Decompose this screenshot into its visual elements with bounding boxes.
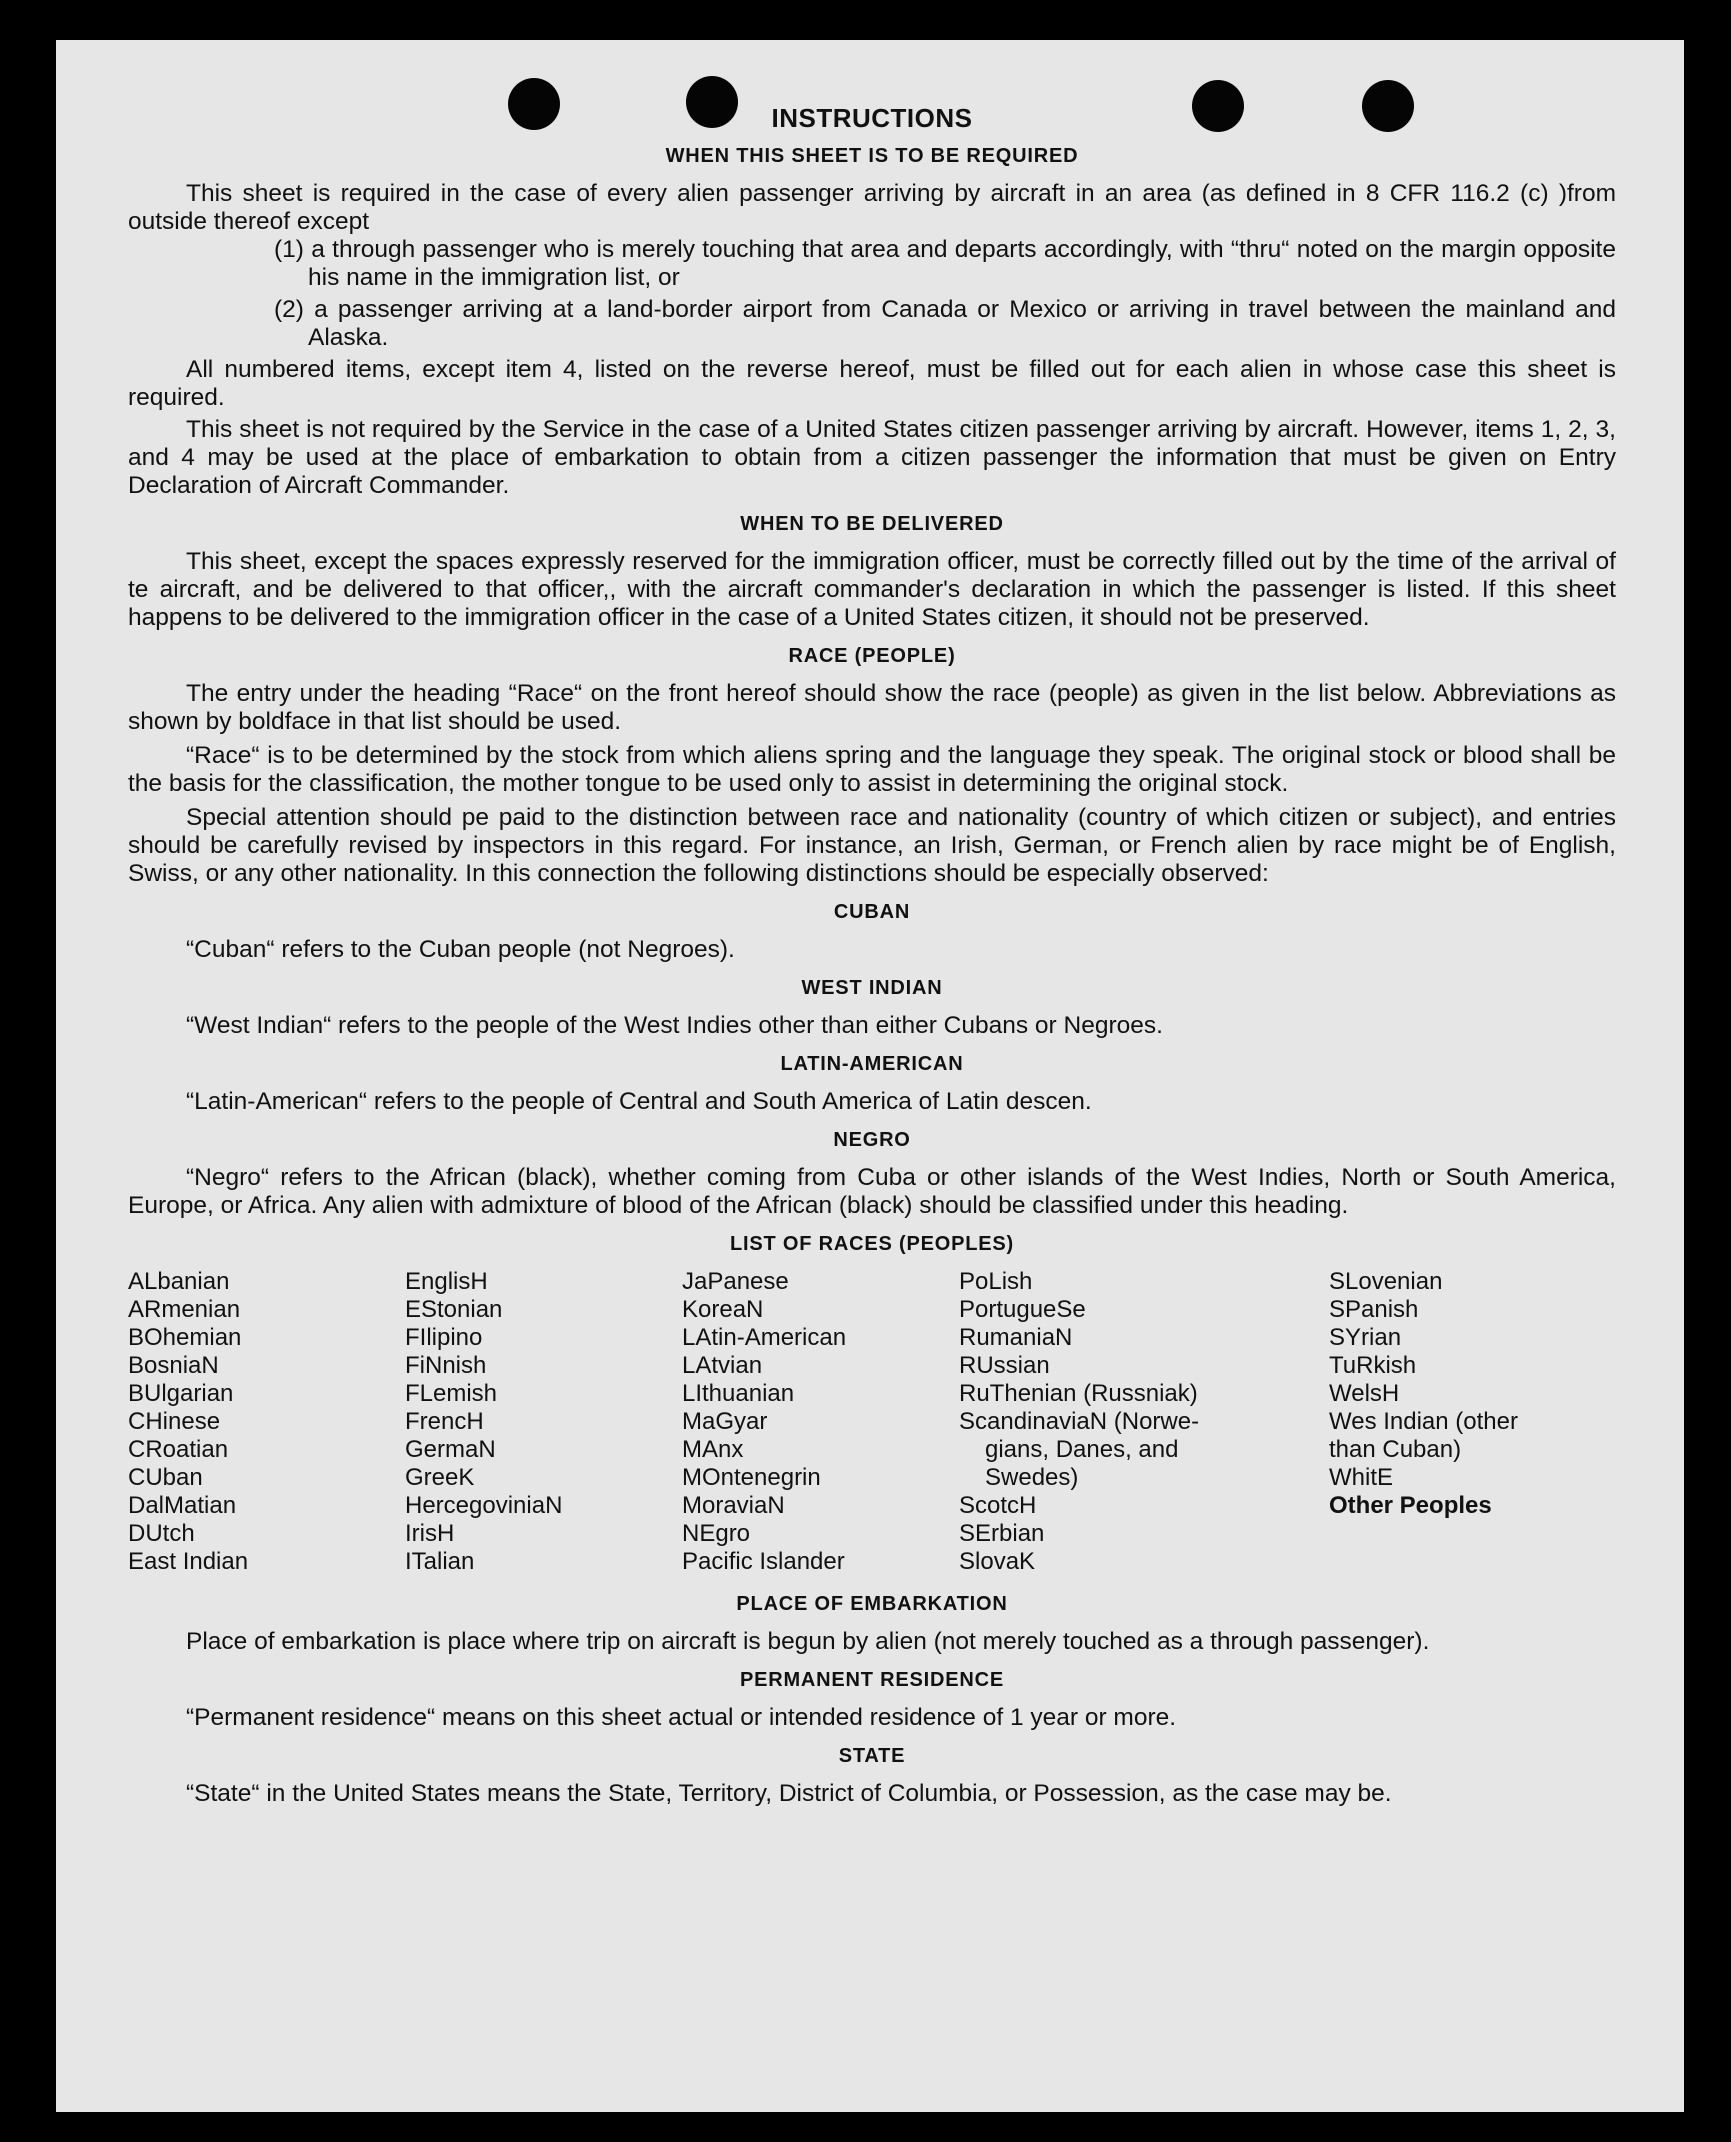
race-item: KoreaN: [682, 1296, 764, 1323]
west-indian-text: “West Indian“ refers to the people of the West Indies other than either Cubans or Negroes.: [186, 1012, 1163, 1039]
race-item: RumaniaN: [959, 1324, 1073, 1351]
race-item: DUtch: [128, 1520, 195, 1547]
section-heading-list-of-races: LIST OF RACES (PEOPLES): [730, 1233, 1014, 1255]
page-title: INSTRUCTIONS: [771, 103, 973, 133]
race-item: CUban: [128, 1464, 203, 1491]
when-required-intro: This sheet is required in the case of every alien passenger arriving by aircraft in an area (as defined in 8 CFR 116.2 (c) )from outside thereof except: [128, 180, 1616, 235]
document-page: [56, 40, 1684, 2112]
races-column-5: [1329, 1268, 1616, 1576]
race-item: CHinese: [128, 1408, 221, 1435]
race-item: LAtin-American: [682, 1324, 847, 1351]
section-heading-state: STATE: [838, 1745, 906, 1767]
race-item: SErbian: [959, 1520, 1045, 1547]
race-item: BUlgarian: [128, 1380, 234, 1407]
race-item: FLemish: [405, 1380, 498, 1407]
section-heading-permanent-residence: PERMANENT RESIDENCE: [739, 1669, 1005, 1691]
race-item: SlovaK: [959, 1548, 1036, 1575]
race-item: ARmenian: [128, 1296, 241, 1323]
negro-text: “Negro“ refers to the African (black), whether coming from Cuba or other islands of the West Indies, North or South America, Europe, or Africa. Any alien with admixture of blood of the African (black) should be classified under this heading.: [128, 1164, 1616, 1219]
section-heading-when-required: WHEN THIS SHEET IS TO BE REQUIRED: [665, 145, 1079, 167]
race-item: SPanish: [1329, 1296, 1419, 1323]
race-item: MoraviaN: [682, 1492, 785, 1519]
race-item: HercegoviniaN: [405, 1492, 563, 1519]
place-of-embarkation-text: Place of embarkation is place where trip on aircraft is begun by alien (not merely touched as a through passenger).: [186, 1628, 1430, 1655]
race-item: East Indian: [128, 1548, 249, 1575]
race-p3: Special attention should pe paid to the distinction between race and nationality (country of which citizen or subject), and entries should be carefully revised by inspectors in this regard. For instance, an Irish, German, or French alien by race might be of English, Swiss, or any other nationality. In this connection the following distinctions should be especially observed:: [128, 804, 1616, 887]
permanent-residence-text: “Permanent residence“ means on this sheet actual or intended residence of 1 year or more.: [186, 1704, 1177, 1731]
race-item: IrisH: [405, 1520, 455, 1547]
race-item: PoLish: [959, 1268, 1033, 1295]
race-item: JaPanese: [682, 1268, 789, 1295]
races-table: [128, 1268, 1616, 1576]
section-heading-negro: NEGRO: [833, 1129, 911, 1151]
section-heading-when-delivered: WHEN TO BE DELIVERED: [740, 513, 1004, 535]
race-item: gians, Danes, and: [985, 1436, 1179, 1463]
race-item: GermaN: [405, 1436, 496, 1463]
race-item: RuThenian (Russniak): [959, 1380, 1198, 1407]
section-heading-west-indian: WEST INDIAN: [801, 977, 943, 999]
race-item: NEgro: [682, 1520, 751, 1547]
section-heading-place-of-embarkation: PLACE OF EMBARKATION: [736, 1593, 1008, 1615]
race-item: MAnx: [682, 1436, 744, 1463]
race-item: ScandinaviaN (Norwe-: [959, 1408, 1200, 1435]
race-item: SLovenian: [1329, 1268, 1443, 1295]
race-item: WhitE: [1329, 1464, 1394, 1491]
race-item: CRoatian: [128, 1436, 229, 1463]
races-column-1: [128, 1268, 405, 1576]
race-item: RUssian: [959, 1352, 1050, 1379]
exception-1: (1) a through passenger who is merely touching that area and departs accordingly, with “thru“ noted on the margin opposite his name in the immigration list, or: [274, 236, 1616, 291]
when-required-p2: All numbered items, except item 4, listed on the reverse hereof, must be filled out for each alien in whose case this sheet is required.: [128, 356, 1616, 411]
race-item: SYrian: [1329, 1324, 1402, 1351]
race-item: GreeK: [405, 1464, 475, 1491]
race-item: MaGyar: [682, 1408, 768, 1435]
cuban-text: “Cuban“ refers to the Cuban people (not Negroes).: [186, 936, 735, 963]
instructions-content: [128, 104, 1616, 1808]
race-item: TuRkish: [1329, 1352, 1417, 1379]
when-required-p3: This sheet is not required by the Service in the case of a United States citizen passenger arriving by aircraft. However, items 1, 2, 3, and 4 may be used at the place of embarkation to obtain from a citizen passenger the information that must be given on Entry Declaration of Aircraft Commander.: [128, 416, 1616, 499]
race-item: EStonian: [405, 1296, 503, 1323]
race-item: FIlipino: [405, 1324, 483, 1351]
section-heading-race: RACE (PEOPLE): [788, 645, 956, 667]
races-column-3: [682, 1268, 959, 1576]
section-heading-latin-american: LATIN-AMERICAN: [780, 1053, 964, 1075]
race-item: PortugueSe: [959, 1296, 1086, 1323]
race-item: FiNnish: [405, 1352, 487, 1379]
race-item: BosniaN: [128, 1352, 219, 1379]
race-item: ALbanian: [128, 1268, 230, 1295]
section-heading-cuban: CUBAN: [833, 901, 911, 923]
race-item: Swedes): [985, 1464, 1079, 1491]
race-p1: The entry under the heading “Race“ on the front hereof should show the race (people) as given in the list below. Abbreviations as shown by boldface in that list should be used.: [128, 680, 1616, 735]
race-item: EnglisH: [405, 1268, 488, 1295]
when-delivered-text: This sheet, except the spaces expressly reserved for the immigration officer, must be correctly filled out by the time of the arrival of te aircraft, and be delivered to that officer,, with the aircraft commander's declaration in which the passenger is listed. If this sheet happens to be delivered to the immigration officer in the case of a United States citizen, it should not be preserved.: [128, 548, 1616, 631]
race-item: MOntenegrin: [682, 1464, 821, 1491]
race-item: DalMatian: [128, 1492, 237, 1519]
race-item: FrencH: [405, 1408, 484, 1435]
race-item: ScotcH: [959, 1492, 1037, 1519]
race-item: LIthuanian: [682, 1380, 795, 1407]
race-item: Other Peoples: [1329, 1492, 1492, 1519]
race-item: LAtvian: [682, 1352, 763, 1379]
races-column-2: [405, 1268, 682, 1576]
races-column-4: [959, 1268, 1329, 1576]
race-item: WelsH: [1329, 1380, 1400, 1407]
race-item: Pacific Islander: [682, 1548, 845, 1575]
race-item: than Cuban): [1329, 1436, 1462, 1463]
state-text: “State“ in the United States means the State, Territory, District of Columbia, or Possession, as the case may be.: [186, 1780, 1392, 1807]
latin-american-text: “Latin-American“ refers to the people of Central and South America of Latin descen.: [186, 1088, 1092, 1115]
race-item: Wes Indian (other: [1329, 1408, 1518, 1435]
race-p2: “Race“ is to be determined by the stock from which aliens spring and the language they speak. The original stock or blood shall be the basis for the classification, the mother tongue to be used only to assist in determining the original stock.: [128, 742, 1616, 797]
race-item: BOhemian: [128, 1324, 242, 1351]
race-item: ITalian: [405, 1548, 475, 1575]
exception-2: (2) a passenger arriving at a land-border airport from Canada or Mexico or arriving in travel between the mainland and Alaska.: [274, 296, 1616, 351]
